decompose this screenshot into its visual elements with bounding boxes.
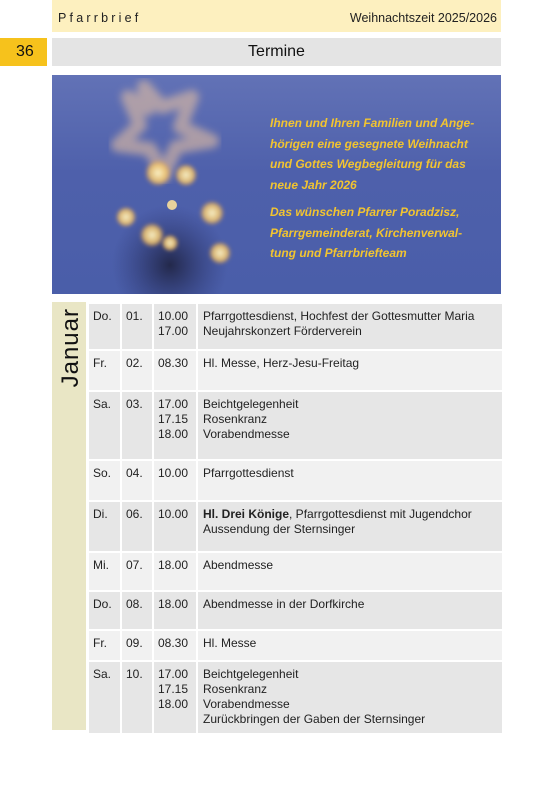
time-value: 17.00 — [158, 667, 189, 681]
weekday-cell: Do. — [89, 304, 120, 349]
schedule-row — [89, 631, 502, 660]
event-cell — [198, 392, 502, 459]
weekday-cell: So. — [89, 461, 120, 500]
feast-name: Hl. Drei Könige — [203, 507, 290, 521]
date-cell: 07. — [122, 553, 152, 590]
page-title: Termine — [52, 38, 501, 66]
date-cell: 01. — [122, 304, 152, 349]
event-cell — [198, 553, 502, 590]
time-cell — [154, 461, 196, 500]
date-cell: 02. — [122, 351, 152, 390]
time-value: 18.00 — [158, 597, 189, 611]
schedule-row — [89, 461, 502, 500]
event-cell — [198, 502, 502, 551]
time-value: 10.00 — [158, 466, 189, 480]
event-description: Vorabendmesse — [203, 697, 290, 711]
weekday-cell: Fr. — [89, 351, 120, 390]
date-cell: 06. — [122, 502, 152, 551]
time-value: 17.15 — [158, 412, 189, 426]
time-value: 18.00 — [158, 697, 189, 711]
event-description: Pfarrgottesdienst — [203, 466, 294, 480]
date-cell: 10. — [122, 662, 152, 733]
weekday-cell: Di. — [89, 502, 120, 551]
event-description: Hl. Messe — [203, 636, 257, 650]
header-bar — [52, 0, 501, 32]
time-value: 18.00 — [158, 558, 189, 572]
event-cell — [198, 631, 502, 660]
event-description: Abendmesse in der Dorfkirche — [203, 597, 365, 611]
publication-name: Pfarrbrief — [58, 11, 142, 25]
date-cell: 09. — [122, 631, 152, 660]
schedule-row — [89, 662, 502, 733]
time-cell — [154, 351, 196, 390]
schedule-row — [89, 592, 502, 629]
time-cell — [154, 304, 196, 349]
event-description: Zurückbringen der Gaben der Sternsinger — [203, 712, 426, 726]
page-number: 36 — [0, 38, 47, 66]
time-value: 17.00 — [158, 397, 189, 411]
event-detail: , Pfarrgottesdienst mit Jugendchor — [289, 507, 472, 521]
edition-label: Weihnachtszeit 2025/2026 — [349, 11, 497, 25]
schedule-row — [89, 304, 502, 349]
weekday-cell: Mi. — [89, 553, 120, 590]
event-description: Pfarrgottesdienst, Hochfest der Gottesmutter Maria — [203, 309, 475, 323]
time-value: 17.00 — [158, 324, 189, 338]
event-cell — [198, 461, 502, 500]
greeting-signature: Das wünschen Pfarrer Poradzisz, Pfarrgemeinderat, Kirchenverwal- tung und Pfarrbriefteam — [270, 205, 463, 260]
time-cell — [154, 502, 196, 551]
time-value: 10.00 — [158, 507, 189, 521]
event-cell — [198, 662, 502, 733]
month-label: Januar — [57, 308, 84, 388]
schedule-row — [89, 553, 502, 590]
weekday-cell: Sa. — [89, 392, 120, 459]
event-description — [203, 507, 502, 522]
schedule-row — [89, 392, 502, 459]
event-description: Beichtgelegenheit — [203, 397, 299, 411]
event-description: Rosenkranz — [203, 412, 268, 426]
schedule-row — [89, 351, 502, 390]
time-cell — [154, 592, 196, 629]
time-value: 18.00 — [158, 427, 189, 441]
weekday-cell: Do. — [89, 592, 120, 629]
month-sidebar — [52, 302, 86, 730]
time-cell — [154, 662, 196, 733]
event-cell — [198, 351, 502, 390]
weekday-cell: Fr. — [89, 631, 120, 660]
event-cell — [198, 304, 502, 349]
christmas-star-photo — [52, 75, 501, 294]
christmas-greeting — [270, 113, 490, 271]
time-value: 08.30 — [158, 356, 189, 370]
time-value: 17.15 — [158, 682, 189, 696]
time-value: 08.30 — [158, 636, 189, 650]
event-description: Hl. Messe, Herz-Jesu-Freitag — [203, 356, 360, 370]
event-description: Rosenkranz — [203, 682, 268, 696]
event-description: Abendmesse — [203, 558, 274, 572]
event-description: Vorabendmesse — [203, 427, 290, 441]
date-cell: 03. — [122, 392, 152, 459]
schedule-row — [89, 502, 502, 551]
event-description: Aussendung der Sternsinger — [203, 522, 356, 536]
time-cell — [154, 392, 196, 459]
time-cell — [154, 553, 196, 590]
time-cell — [154, 631, 196, 660]
event-description: Beichtgelegenheit — [203, 667, 299, 681]
event-description: Neujahrskonzert Förderverein — [203, 324, 362, 338]
event-schedule-table — [89, 304, 502, 735]
date-cell: 08. — [122, 592, 152, 629]
greeting-paragraph: Ihnen und Ihren Familien und Ange- hörigen eine gesegnete Weihnacht und Gottes Wegbegleitung für das neue Jahr 2026 — [270, 116, 475, 192]
weekday-cell: Sa. — [89, 662, 120, 733]
date-cell: 04. — [122, 461, 152, 500]
time-value: 10.00 — [158, 309, 189, 323]
event-cell — [198, 592, 502, 629]
